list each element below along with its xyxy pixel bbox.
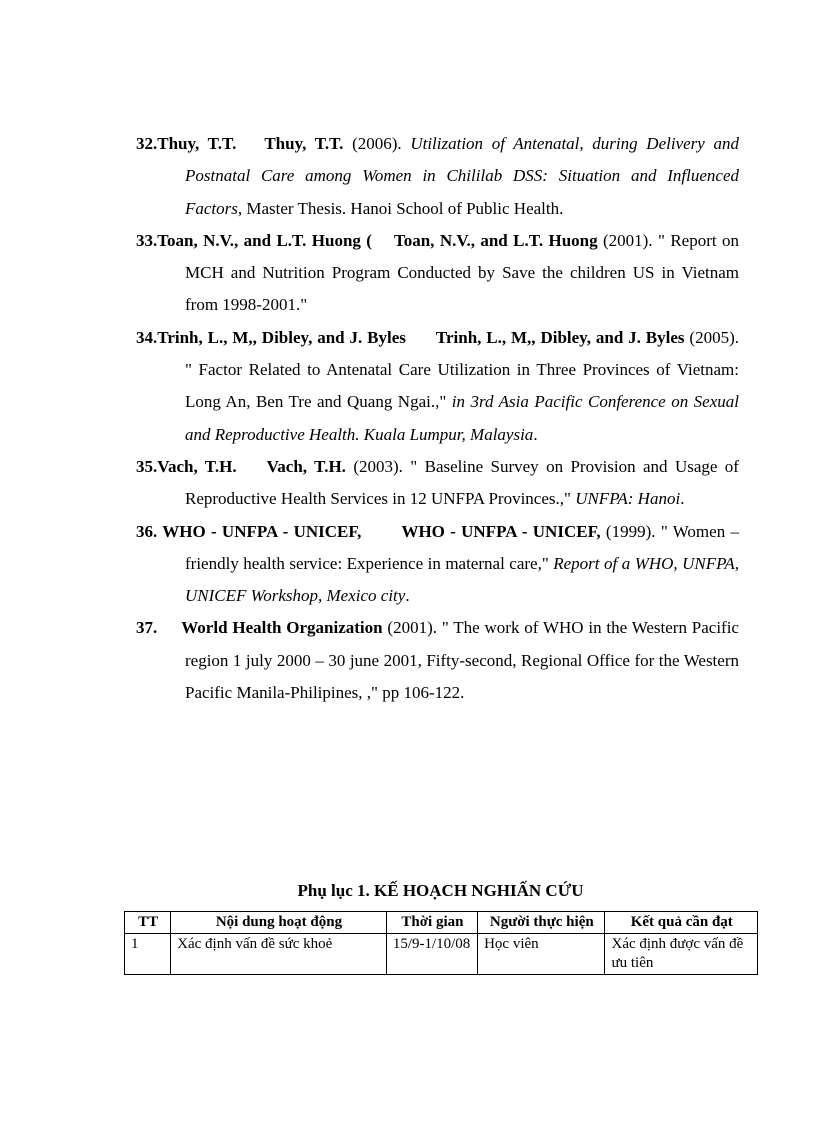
reference-year: (2006). (343, 134, 411, 153)
reference-author: WHO - UNFPA - UNICEF, (401, 521, 601, 541)
reference-title: " Women – friendly health service: Experience in maternal care," (185, 521, 739, 573)
header-tt: TT (125, 912, 171, 934)
reference-year: (1999). (600, 521, 661, 541)
reference-list (136, 128, 739, 709)
header-time: Thời gian (386, 912, 477, 934)
table-row (125, 934, 758, 975)
reference-year: (2005). (684, 327, 739, 347)
cell-tt: 1 (125, 934, 171, 975)
reference-year: (2001). (597, 230, 658, 250)
reference-end: . (680, 489, 685, 509)
reference-key: Trinh, L., M,, Dibley, and J. Byles (157, 327, 406, 347)
table-header-row (125, 912, 758, 934)
reference-title: " The work of WHO in the Western Pacific region 1 july 2000 – 30 june 2001, Fifty-second, Regional Office for the Western Pacific Manila-Philipines, ," pp 106-122. (185, 618, 739, 703)
reference-end: . (405, 586, 410, 606)
research-plan-table (124, 911, 758, 975)
reference-source: in 3rd Asia Pacific Conference on Sexual and Reproductive Health. Kuala Lumpur, Malaysia (185, 392, 739, 444)
reference-end: . (533, 424, 538, 444)
reference-year: (2003). (345, 456, 411, 476)
header-activity: Nội dung hoạt động (171, 912, 387, 934)
cell-activity: Xác định vấn đề sức khoẻ (171, 934, 387, 975)
reference-key: WHO - UNFPA - UNICEF, (157, 521, 362, 541)
reference-key: Toan, N.V., and L.T. Huong ( (157, 230, 372, 250)
reference-author: Vach, T.H. (266, 456, 346, 476)
reference-year: (2001). (382, 618, 442, 638)
reference-37 (136, 612, 739, 709)
reference-author: Trinh, L., M,, Dibley, and J. Byles (435, 327, 685, 347)
cell-expected-result: Xác định được vấn đề ưu tiên (605, 934, 758, 975)
reference-number: 33. (136, 230, 158, 250)
cell-performer: Học viên (478, 934, 605, 975)
reference-35 (136, 451, 739, 516)
reference-author: Toan, N.V., and L.T. Huong (393, 230, 598, 250)
header-performer: Người thực hiện (478, 912, 605, 934)
reference-author: Thuy, T.T. (264, 134, 344, 153)
reference-author: World Health Organization (181, 618, 383, 638)
reference-title: " Factor Related to Antenatal Care Utilization in Three Provinces of Vietnam: Long An, Ben Tre and Quang Ngai.," (185, 360, 739, 412)
reference-title: " Report on MCH and Nutrition Program Conducted by Save the children US in Vietnam from 1998-2001." (185, 230, 739, 315)
reference-number: 37. (136, 618, 158, 638)
reference-key: Vach, T.H. (157, 456, 237, 476)
header-expected-result: Kết quả cần đạt (605, 912, 758, 934)
reference-number: 36. (136, 521, 158, 541)
reference-32 (136, 128, 739, 225)
reference-key: Thuy, T.T. (157, 134, 237, 153)
reference-source: UNFPA: Hanoi (575, 489, 681, 509)
reference-source: , Master Thesis. Hanoi School of Public Health. (237, 198, 564, 218)
reference-33 (136, 225, 739, 322)
appendix-title: Phụ lục 1. KẾ HOẠCH NGHIẤN CỨU (297, 881, 584, 900)
reference-34 (136, 322, 739, 451)
reference-number: 34. (136, 327, 158, 347)
reference-title: " Baseline Survey on Provision and Usage of Reproductive Health Services in 12 UNFPA Provinces.," (185, 456, 739, 509)
reference-36 (136, 516, 739, 613)
reference-title: Utilization of Antenatal, during Delivery and Postnatal Care among Women in Chililab DSS: Situation and Influenced Factors (185, 134, 739, 218)
reference-source: Report of a WHO, UNFPA, UNICEF Workshop, Mexico city (185, 553, 739, 606)
cell-time: 15/9-1/10/08 (386, 934, 477, 975)
reference-number: 32. (136, 134, 158, 153)
reference-number: 35. (136, 456, 158, 476)
